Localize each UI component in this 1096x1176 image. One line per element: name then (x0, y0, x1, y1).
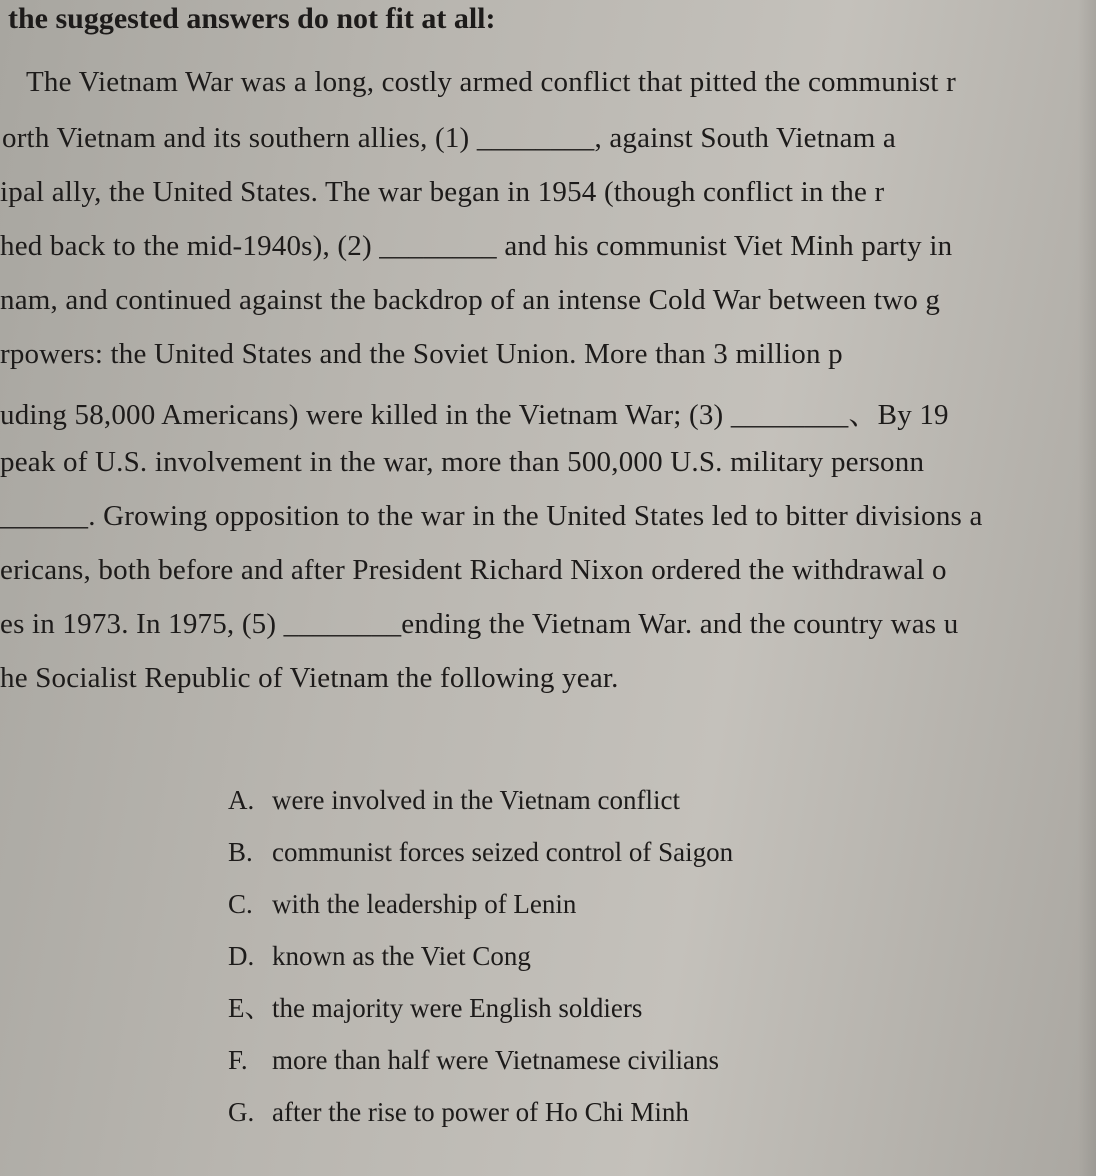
passage-line: hed back to the mid-1940s), (2) ________ and his communist Viet Minh party in (0, 230, 953, 262)
option-g (228, 1092, 733, 1144)
passage-line: peak of U.S. involvement in the war, more than 500,000 U.S. military personn (0, 446, 925, 478)
option-letter: F. (228, 1045, 248, 1075)
option-letter: C. (228, 889, 253, 919)
passage-line: The Vietnam War was a long, costly armed conflict that pitted the communist r (26, 66, 956, 98)
passage-line: ipal ally, the United States. The war began in 1954 (though conflict in the r (0, 176, 885, 208)
instruction-heading: the suggested answers do not fit at all: (8, 2, 496, 35)
option-f (228, 1040, 733, 1092)
passage-line: uding 58,000 Americans) were killed in the Vietnam War; (3) ________、By 19 (0, 399, 949, 431)
option-e (228, 988, 733, 1040)
option-letter: A. (228, 785, 255, 815)
passage-line: orth Vietnam and its southern allies, (1) ________, against South Vietnam a (2, 122, 897, 154)
option-letter: G. (228, 1097, 255, 1127)
option-text: after the rise to power of Ho Chi Minh (272, 1097, 689, 1127)
option-text: with the leadership of Lenin (272, 889, 577, 919)
option-text: communist forces seized control of Saigon (272, 837, 734, 867)
passage-line: ericans, both before and after President Richard Nixon ordered the withdrawal o (0, 554, 947, 586)
option-a (228, 780, 733, 832)
option-letter: B. (228, 837, 253, 867)
option-letter: E、 (228, 993, 272, 1023)
option-d (228, 936, 733, 988)
option-letter: D. (228, 941, 255, 971)
option-c (228, 884, 733, 936)
page-edge-shadow (1078, 0, 1096, 1176)
option-text: more than half were Vietnamese civilians (272, 1045, 719, 1075)
passage-line: nam, and continued against the backdrop of an intense Cold War between two g (0, 284, 941, 316)
option-text: known as the Viet Cong (272, 941, 531, 971)
answer-options (228, 780, 733, 1144)
passage-line: ______. Growing opposition to the war in the United States led to bitter divisions a (0, 500, 983, 532)
passage-line: es in 1973. In 1975, (5) ________ending the Vietnam War. and the country was u (0, 608, 959, 640)
option-text: were involved in the Vietnam conflict (272, 785, 681, 815)
option-b (228, 832, 733, 884)
passage-line: rpowers: the United States and the Soviet Union. More than 3 million p (0, 338, 843, 370)
option-text: the majority were English soldiers (272, 993, 643, 1023)
passage-line: he Socialist Republic of Vietnam the following year. (0, 662, 619, 694)
